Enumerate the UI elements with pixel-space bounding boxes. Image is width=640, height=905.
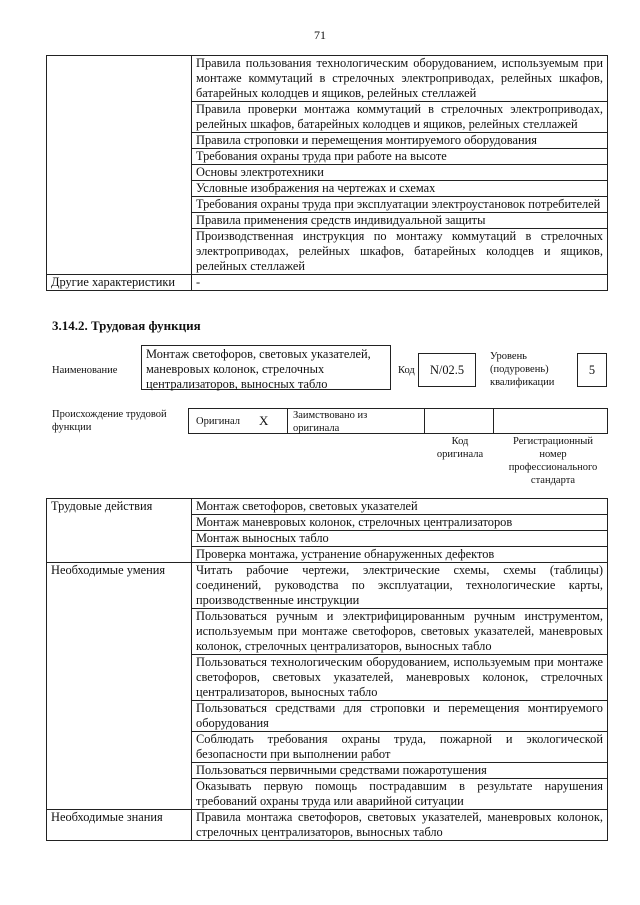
row-label: Необходимые умения (47, 563, 192, 810)
table-cell: Правила строповки и перемещения монтируемого оборудования (192, 133, 608, 149)
function-name: Монтаж светофоров, световых указателей, маневровых колонок, стрелочных централизаторов, выносных табло (141, 345, 391, 390)
original-cell (188, 408, 288, 434)
table-cell: - (192, 275, 608, 291)
table-cell: Требования охраны труда при работе на высоте (192, 149, 608, 165)
table-cell: Соблюдать требования охраны труда, пожарной и экологической безопасности при выполнении работ (192, 732, 608, 763)
row-label (47, 56, 192, 275)
table-cell: Монтаж светофоров, световых указателей (192, 499, 608, 515)
name-label: Наименование (52, 365, 118, 376)
table-cell: Пользоваться первичными средствами пожаротушения (192, 763, 608, 779)
table-cell: Условные изображения на чертежах и схемах (192, 181, 608, 197)
table-cell: Правила пользования технологическим оборудованием, используемым при монтаже коммутаций в стрелочных электроприводах, релейных шкафов, батарейных колодцев и ящиков, релейных стеллажей (192, 56, 608, 102)
table-cell: Основы электротехники (192, 165, 608, 181)
section-title: 3.14.2. Трудовая функция (52, 318, 201, 333)
table-cell: Оказывать первую помощь пострадавшим в результате нарушения требований охраны труда или аварийной ситуации (192, 779, 608, 810)
table-cell: Монтаж выносных табло (192, 531, 608, 547)
table-cell: Пользоваться ручным и электрифицированным ручным инструментом, используемым при монтаже светофоров, световых указателей, маневровых колонок, стрелочных централизаторов, выносных табло (192, 609, 608, 655)
page-number: 71 (314, 28, 326, 42)
reg-number-caption: Регистрационный номер профессионального стандарта (508, 436, 598, 486)
table-cell: Пользоваться технологическим оборудованием, используемым при монтаже светофоров, световых указателей, маневровых колонок, стрелочных централизаторов, выносных табло (192, 655, 608, 701)
row-label: Трудовые действия (47, 499, 192, 563)
borrowed-cell (287, 408, 425, 434)
table-cell: Правила применения средств индивидуальной защиты (192, 213, 608, 229)
knowledge-table (46, 55, 608, 291)
qualification-level: 5 (577, 353, 607, 387)
original-label: Оригинал (196, 416, 240, 427)
function-code: N/02.5 (418, 353, 476, 387)
labor-function-table (46, 498, 608, 841)
row-label: Другие характеристики (47, 275, 192, 291)
level-label: Уровень (подуровень) квалификации (490, 351, 555, 388)
origin-label: Происхождение трудовой функции (52, 409, 167, 433)
row-label: Необходимые знания (47, 810, 192, 841)
table-cell: Правила монтажа светофоров, световых указателей, маневровых колонок, стрелочных централизаторов, выносных табло (192, 810, 608, 841)
table-cell: Производственная инструкция по монтажу коммутаций в стрелочных электроприводах, релейных шкафов, батарейных колодцев и ящиков, релейных стеллажей (192, 229, 608, 275)
table-cell: Проверка монтажа, устранение обнаруженных дефектов (192, 547, 608, 563)
code-original-box (424, 408, 494, 434)
table-cell: Пользоваться средствами для строповки и перемещения монтируемого оборудования (192, 701, 608, 732)
original-mark: X (259, 413, 269, 428)
table-cell: Требования охраны труда при эксплуатации электроустановок потребителей (192, 197, 608, 213)
table-cell: Правила проверки монтажа коммутаций в стрелочных электроприводах, релейных шкафов, батарейных колодцев и ящиков, релейных стеллажей (192, 102, 608, 133)
table-cell: Монтаж маневровых колонок, стрелочных централизаторов (192, 515, 608, 531)
code-label: Код (398, 365, 415, 376)
code-original-caption: Код оригинала (436, 436, 484, 460)
borrowed-label: Заимствовано из оригинала (293, 410, 368, 434)
table-cell: Читать рабочие чертежи, электрические схемы, схемы (таблицы) соединений, руководства по эксплуатации, технологические карты, производственные инструкции (192, 563, 608, 609)
reg-number-box (493, 408, 608, 434)
